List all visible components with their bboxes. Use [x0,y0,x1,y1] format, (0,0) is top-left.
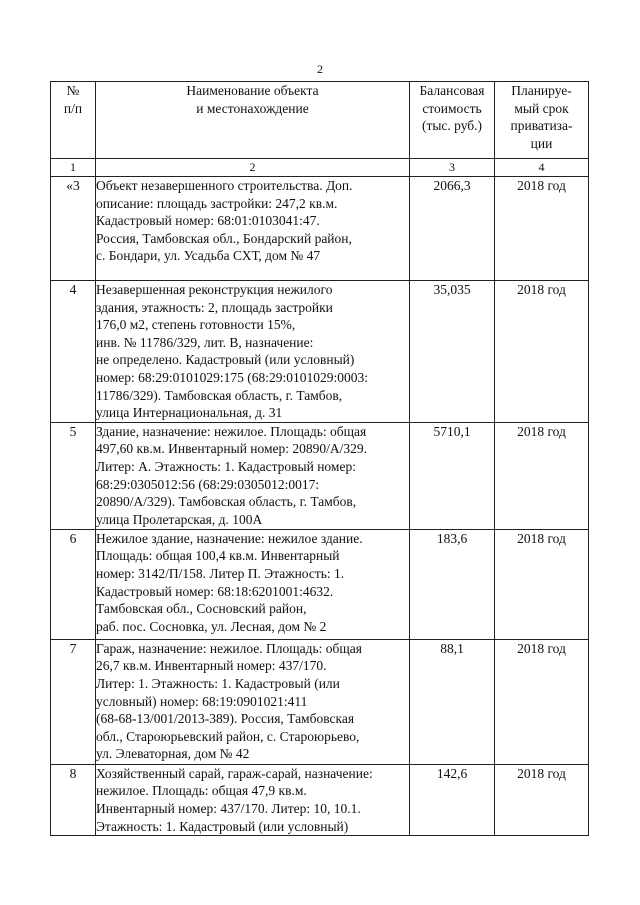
description-line: инв. № 11786/329, лит. В, назначение: [96,334,314,350]
object-description [96,529,410,639]
table-row [51,639,589,764]
description-line: с. Бондари, ул. Усадьба СХТ, дом № 47 [96,248,321,264]
description-line: Незавершенная реконструкция нежилого [96,282,333,297]
balance-value: 88,1 [410,639,495,764]
description-line: 68:29:0305012:56 (68:29:0305012:0017: [96,476,320,492]
privatization-term: 2018 год [495,422,589,529]
header-value-cell [410,82,495,159]
header-term-line: ции [530,135,553,151]
description-line: нежилое. Площадь: общая 47,9 кв.м. [96,783,307,799]
privatization-term: 2018 год [495,281,589,423]
header-num-cell [51,82,96,159]
object-description [96,764,410,835]
column-number: 2 [96,159,410,177]
description-line: Этажность: 1. Кадастровый (или условный) [96,818,349,834]
description-line: Россия, Тамбовская обл., Бондарский район, [96,230,352,246]
object-description [96,281,410,423]
header-value-line: стоимость [422,100,482,116]
description-line: Кадастровый номер: 68:01:0103041:47. [96,213,320,229]
description-line: не определено. Кадастровый (или условный) [96,352,355,368]
header-term-line: Планируе- [511,83,572,98]
balance-value: 5710,1 [410,422,495,529]
description-line: (68-68-13/001/2013-389). Россия, Тамбовская [96,711,355,727]
column-number: 3 [410,159,495,177]
description-line: Площадь: общая 100,4 кв.м. Инвентарный [96,548,340,564]
description-line: здания, этажность: 2, площадь застройки [96,299,333,315]
table-row [51,177,589,281]
description-line: обл., Староюрьевский район, с. Староюрьево, [96,728,360,744]
description-line: 26,7 кв.м. Инвентарный номер: 437/170. [96,658,327,674]
description-line: 497,60 кв.м. Инвентарный номер: 20890/А/329. [96,441,368,457]
header-term-line: приватиза- [510,118,573,134]
description-line: Хозяйственный сарай, гараж-сарай, назначение: [96,765,373,781]
header-value-line: (тыс. руб.) [421,118,483,134]
description-line: Здание, назначение: нежилое. Площадь: общая [96,423,367,439]
header-num-line: п/п [63,100,83,116]
description-line: Кадастровый номер: 68:18:6201001:4632. [96,583,334,599]
description-line: Инвентарный номер: 437/170. Литер: 10, 10.1. [96,800,361,816]
table-header-row [51,82,589,159]
description-line: Объект незавершенного строительства. Доп. [96,178,353,193]
description-line: 20890/А/329). Тамбовская область, г. Тамбов, [96,494,357,510]
balance-value: 183,6 [410,529,495,639]
description-line: условный) номер: 68:19:0901021:411 [96,693,308,709]
page-number: 2 [317,62,323,76]
table-row [51,422,589,529]
row-number: 5 [51,422,96,529]
object-description [96,177,410,281]
header-value-line: Балансовая [419,83,485,98]
table-row [51,281,589,423]
row-number: 6 [51,529,96,639]
privatization-term: 2018 год [495,764,589,835]
table-row [51,529,589,639]
row-number: «3 [51,177,96,281]
description-line: 11786/329). Тамбовская область, г. Тамбов, [96,387,343,403]
description-line: раб. пос. Сосновка, ул. Лесная, дом № 2 [96,618,327,634]
balance-value: 142,6 [410,764,495,835]
column-number-row [51,159,589,177]
row-number: 8 [51,764,96,835]
description-line: улица Интернациональная, д. 31 [96,405,283,421]
object-description [96,639,410,764]
header-term-cell [495,82,589,159]
privatization-term: 2018 год [495,529,589,639]
column-number: 4 [495,159,589,177]
header-term-line: мый срок [514,100,569,116]
description-line: 176,0 м2, степень готовности 15%, [96,317,296,333]
balance-value: 35,035 [410,281,495,423]
description-line: Нежилое здание, назначение: нежилое здание. [96,530,363,546]
row-number: 7 [51,639,96,764]
header-name-line: Наименование объекта [186,83,319,98]
header-name-cell [96,82,410,159]
description-line: номер: 3142/П/158. Литер П. Этажность: 1. [96,565,345,581]
privatization-table [50,81,589,836]
column-number: 1 [51,159,96,177]
description-line: улица Пролетарская, д. 100А [96,511,263,527]
header-name-line: и местонахождение [196,100,309,116]
description-line: Тамбовская обл., Сосновский район, [96,601,307,617]
description-line: Гараж, назначение: нежилое. Площадь: общая [96,640,363,656]
description-line: описание: площадь застройки: 247,2 кв.м. [96,195,338,211]
privatization-term: 2018 год [495,639,589,764]
row-number: 4 [51,281,96,423]
header-num-line: № [66,83,80,98]
description-line: номер: 68:29:0101029:175 (68:29:0101029:0003: [96,369,369,385]
description-line: ул. Элеваторная, дом № 42 [96,746,250,762]
balance-value: 2066,3 [410,177,495,281]
object-description [96,422,410,529]
table-row [51,764,589,835]
privatization-term: 2018 год [495,177,589,281]
description-line: Литер: 1. Этажность: 1. Кадастровый (или [96,675,340,691]
description-line: Литер: А. Этажность: 1. Кадастровый номер: [96,458,356,474]
